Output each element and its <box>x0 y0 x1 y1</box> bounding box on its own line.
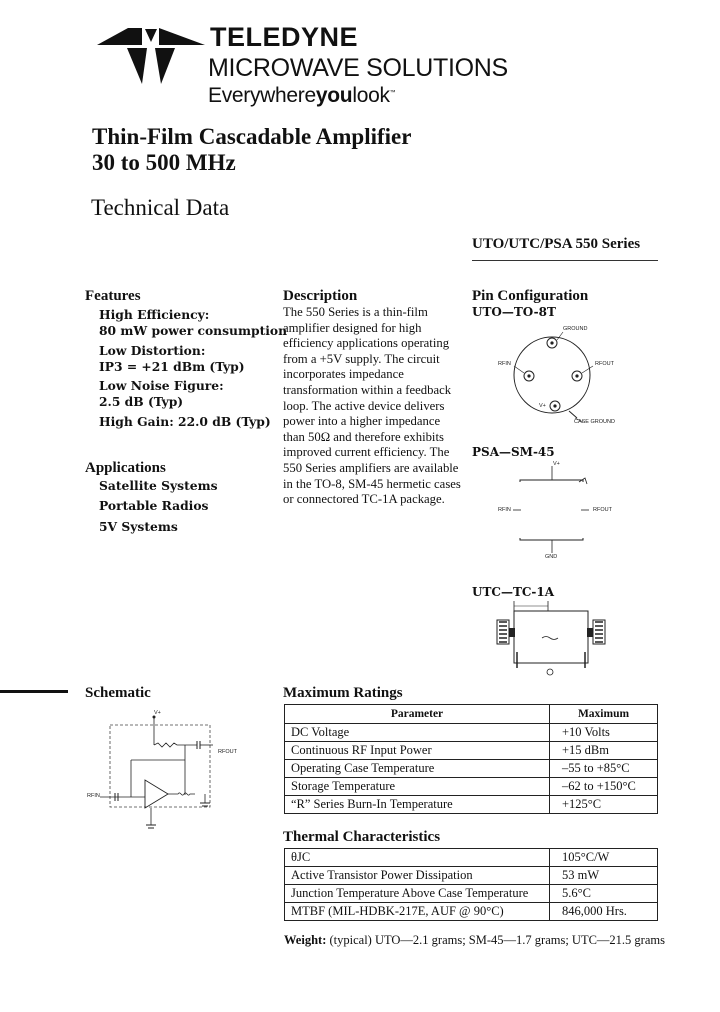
page-title-range: 30 to 500 MHz <box>92 150 236 175</box>
feature-item: Low Noise Figure: <box>99 378 224 393</box>
table-cell: Junction Temperature Above Case Temperature <box>285 885 550 903</box>
feature-item: 2.5 dB (Typ) <box>99 394 184 409</box>
feature-item: High Gain: 22.0 dB (Typ) <box>99 414 271 429</box>
weight-note <box>284 933 665 948</box>
table-header-row <box>285 705 658 724</box>
table-row <box>285 885 658 903</box>
table-cell: Active Transistor Power Dissipation <box>285 867 550 885</box>
section-marker-bar <box>0 690 68 693</box>
table-cell: Storage Temperature <box>285 778 550 796</box>
table-cell: –62 to +150°C <box>550 778 658 796</box>
feature-item: IP3 = +21 dBm (Typ) <box>99 359 245 374</box>
table-cell: θJC <box>285 849 550 867</box>
feature-item: Low Distortion: <box>99 343 206 358</box>
schematic-diagram <box>85 705 235 835</box>
feature-item: High Efficiency: <box>99 307 210 322</box>
description-heading: Description <box>283 288 358 304</box>
table-cell: Continuous RF Input Power <box>285 742 550 760</box>
table-row <box>285 903 658 921</box>
table-cell: 5.6°C <box>550 885 658 903</box>
pin-rfout-label: RFOUT <box>595 361 614 367</box>
tc1a-package-diagram <box>492 598 612 678</box>
table-cell: DC Voltage <box>285 724 550 742</box>
brand-tagline: Everywhereyoulook™ <box>208 84 396 107</box>
column-header: Parameter <box>285 705 550 724</box>
sm45-gnd-label: GND <box>545 554 558 560</box>
tc1a-label: UTC—TC-1A <box>472 585 555 599</box>
weight-text: (typical) UTO—2.1 grams; SM-45—1.7 grams; UTC—21.5 grams <box>329 933 665 947</box>
pin-ground-label: GROUND <box>563 326 588 332</box>
table-cell: +125°C <box>550 796 658 814</box>
table-row <box>285 760 658 778</box>
table-row <box>285 849 658 867</box>
table-row <box>285 796 658 814</box>
series-label: UTO/UTC/PSA 550 Series <box>472 236 641 252</box>
table-cell: 105°C/W <box>550 849 658 867</box>
page-title: Thin-Film Cascadable Amplifier <box>92 124 412 149</box>
pin-vplus-label: V+ <box>539 403 546 409</box>
sm45-rfin-label: RFIN <box>498 507 511 513</box>
features-heading: Features <box>85 288 141 304</box>
pin-rfin-label: RFIN <box>498 361 511 367</box>
sm45-rfout-label: RFOUT <box>593 507 612 513</box>
page-subtitle: Technical Data <box>91 195 230 220</box>
table-cell: +10 Volts <box>550 724 658 742</box>
feature-item: 80 mW power consumption <box>99 323 288 338</box>
to8-label: UTO—TO-8T <box>472 305 556 319</box>
pin-config-heading: Pin Configuration <box>472 288 589 304</box>
application-item: 5V Systems <box>99 519 178 534</box>
table-cell: Operating Case Temperature <box>285 760 550 778</box>
thermal-table <box>284 848 658 921</box>
thermal-heading: Thermal Characteristics <box>283 829 441 845</box>
brand-division: MICROWAVE SOLUTIONS <box>208 54 508 82</box>
applications-heading: Applications <box>85 460 166 476</box>
pin-case-ground-label: CASE GROUND <box>574 419 615 425</box>
table-cell: 53 mW <box>550 867 658 885</box>
table-cell: “R” Series Burn-In Temperature <box>285 796 550 814</box>
table-cell: –55 to +85°C <box>550 760 658 778</box>
table-cell: 846,000 Hrs. <box>550 903 658 921</box>
sm45-label: PSA—SM-45 <box>472 445 555 459</box>
table-row <box>285 742 658 760</box>
brand-name: TELEDYNE <box>210 22 359 52</box>
teledyne-logo-icon <box>97 26 205 86</box>
schematic-heading: Schematic <box>85 685 151 701</box>
description-text: The 550 Series is a thin-film amplifier designed for high efficiency applications operating from a +5V supply. The circuit incorporates impedance transformation within a feedback loop. The active device delivers power into a higher impedance than 50Ω and therefore exhibits improved current efficiency. The 550 Series amplifiers are available in the TO-8, SM-45 hermetic cases or connectored TC-1A package. <box>283 305 461 507</box>
schematic-vplus-label: V+ <box>154 710 161 716</box>
header-divider <box>472 260 658 261</box>
max-ratings-table <box>284 704 658 814</box>
table-cell: MTBF (MIL-HDBK-217E, AUF @ 90°C) <box>285 903 550 921</box>
table-row <box>285 724 658 742</box>
application-item: Satellite Systems <box>99 478 218 493</box>
column-header: Maximum <box>550 705 658 724</box>
table-row <box>285 778 658 796</box>
application-item: Portable Radios <box>99 498 209 513</box>
weight-label: Weight: <box>284 933 327 947</box>
table-cell: +15 dBm <box>550 742 658 760</box>
schematic-rfout-label: RFOUT <box>218 749 237 755</box>
table-row <box>285 867 658 885</box>
to8-pinout-diagram <box>495 320 625 430</box>
max-ratings-heading: Maximum Ratings <box>283 685 403 701</box>
schematic-rfin-label: RFIN <box>87 793 100 799</box>
sm45-vplus-label: V+ <box>553 461 560 467</box>
